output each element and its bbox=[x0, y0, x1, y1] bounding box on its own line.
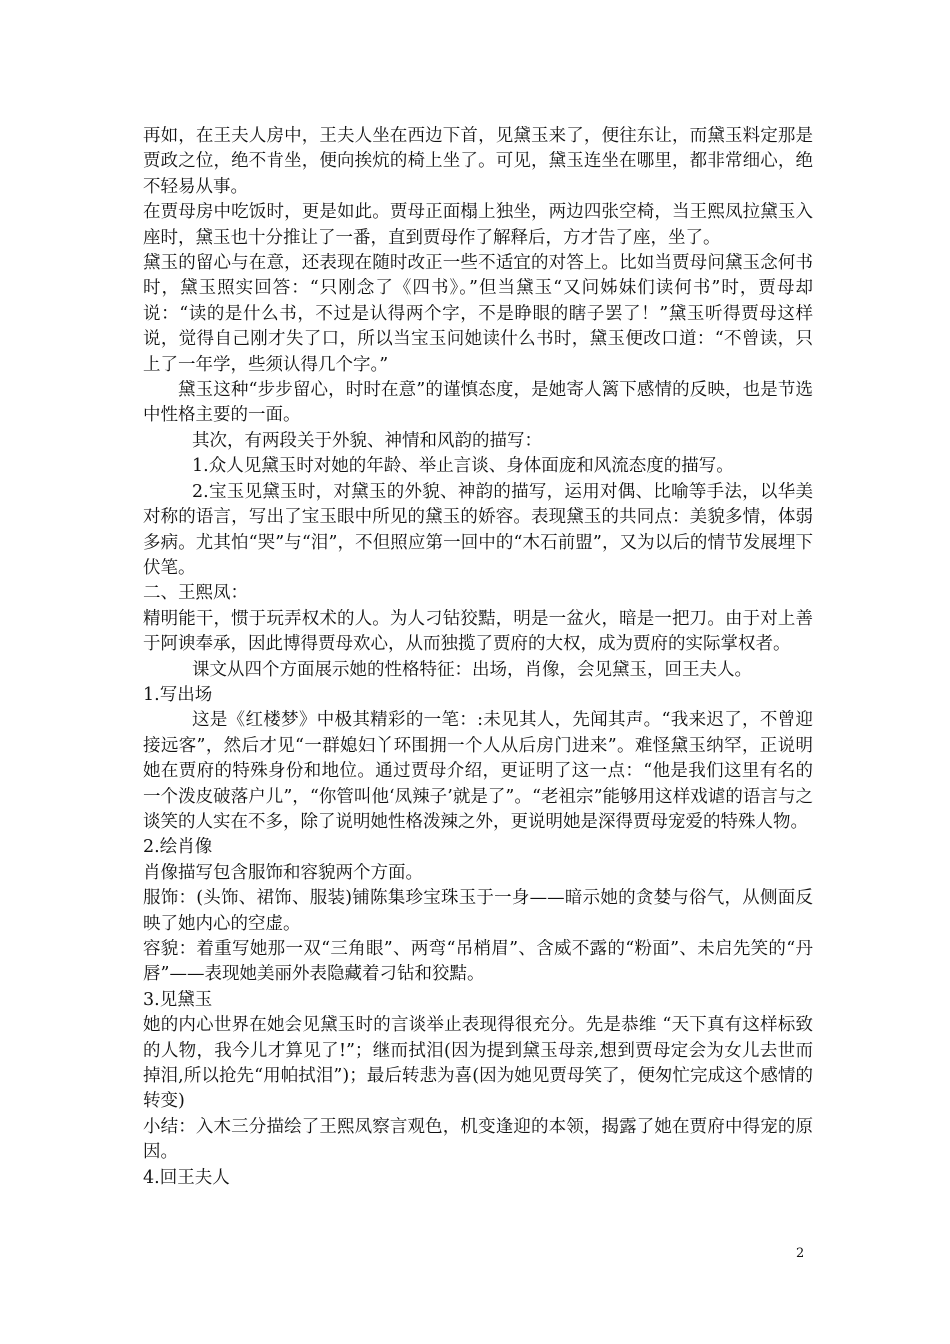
paragraph-four-aspects: 课文从四个方面展示她的性格特征：出场，肖像，会见黛玉，回王夫人。 bbox=[192, 659, 752, 680]
list-item-2: 2.宝玉见黛玉时，对黛玉的外貌、神韵的描写，运用对偶、比喻等手法，以华美对称的语言，写出了宝玉眼中所见的黛玉的娇容。表现黛玉的共同点：美貌多情，体弱多病。尤其怕“哭”与“泪”，不但照应第一回中的“木石前盟”，又为以后的情节发展埋下伏笔。 bbox=[143, 481, 813, 578]
paragraph-clothing: 服饰：(头饰、裙饰、服装)铺陈集珍宝珠玉于一身——暗示她的贪婪与俗气，从侧面反映了她内心的空虚。 bbox=[143, 888, 813, 934]
subheading-portrait: 2.绘肖像 bbox=[143, 837, 213, 858]
subheading-meeting-daiyu: 3.见黛玉 bbox=[143, 989, 213, 1010]
subheading-entrance: 1.写出场 bbox=[143, 684, 213, 705]
paragraph-looks: 容貌：着重写她那一双“三角眼”、两弯“吊梢眉”、含威不露的“粉面”、未启先笑的“丹唇”——表现她美丽外表隐藏着刁钻和狡黠。 bbox=[143, 939, 813, 985]
paragraph-summary: 小结：入木三分描绘了王熙凤察言观色，机变逢迎的本领，揭露了她在贾府中得宠的原因。 bbox=[143, 1116, 813, 1163]
paragraph-wang-xifeng-summary: 精明能干，惯于玩弄权术的人。为人刁钻狡黠，明是一盆火，暗是一把刀。由于对上善于阿谀奉承，因此博得贾母欢心，从而独揽了贾府的大权，成为贾府的实际掌权者。 bbox=[143, 608, 813, 655]
paragraph-wang-furen-room: 再如，在王夫人房中，王夫人坐在西边下首，见黛玉来了，便往东让，而黛玉料定那是贾政之位，绝不肯坐，便向挨炕的椅上坐了。可见，黛玉连坐在哪里，都非常细心，绝不轻易从事。 bbox=[143, 126, 813, 197]
subheading-report-wang-furen: 4.回王夫人 bbox=[143, 1167, 230, 1188]
page-number: 2 bbox=[796, 1246, 805, 1261]
section-heading-wang-xifeng: 二、王熙凤： bbox=[143, 583, 248, 604]
list-item-1: 1.众人见黛玉时对她的年龄、举止言谈、身体面庞和风流态度的描写。 bbox=[192, 456, 734, 477]
paragraph-jiamu-dinner: 在贾母房中吃饭时，更是如此。贾母正面榻上独坐，两边四张空椅，当王熙凤拉黛玉入座时，黛玉也十分推让了一番，直到贾母作了解释后，方才告了座，坐了。 bbox=[143, 202, 813, 248]
paragraph-meeting-daiyu: 她的内心世界在她会见黛玉时的言谈举止表现得很充分。先是恭维 “天下真有这样标致的人物，我今儿才算见了!”；继而拭泪(因为提到黛玉母亲,想到贾母定会为女儿去世而掉泪,所以抢先“用帕拭泪”)；最后转悲为喜(因为她见贾母笑了，便匆忙完成这个感情的转变) bbox=[143, 1015, 813, 1112]
paragraph-portrait-intro: 肖像描写包含服饰和容貌两个方面。 bbox=[143, 862, 423, 883]
paragraph-entrance: 这是《红楼梦》中极其精彩的一笔：:未见其人，先闻其声。“我来迟了，不曾迎接远客”，然后才见“一群媳妇丫环围拥一个人从后房门进来”。难怪黛玉纳罕，正说明她在贾府的特殊身份和地位。通过贾母介绍，更证明了这一点：“他是我们这里有名的一个泼皮破落户儿”，“你管叫他‘凤辣子’就是了”。“老祖宗”能够用这样戏谑的语言与之谈笑的人实在不多，除了说明她性格泼辣之外，更说明她是深得贾母宠爱的特殊人物。 bbox=[143, 710, 813, 832]
document-body bbox=[143, 124, 813, 1191]
paragraph-corrected-answers: 黛玉的留心与在意，还表现在随时改正一些不适宜的对答上。比如当贾母问黛玉念何书时，黛玉照实回答：“只刚念了《四书》。”但当黛玉“又问姊妹们读何书”时，贾母却说：“读的是什么书，不过是认得两个字，不是睁眼的瞎子罢了！”黛玉听得贾母这样说，觉得自己刚才失了口，所以当宝玉问她读什么书时，黛玉便改口道：“不曾读，只上了一年学，些须认得几个字。” bbox=[143, 253, 813, 375]
paragraph-appearance-intro: 其次，有两段关于外貌、神情和风韵的描写： bbox=[192, 430, 542, 451]
paragraph-cautious-attitude: 黛玉这种“步步留心，时时在意”的谨慎态度，是她寄人篱下感情的反映，也是节选中性格主要的一面。 bbox=[143, 380, 813, 426]
